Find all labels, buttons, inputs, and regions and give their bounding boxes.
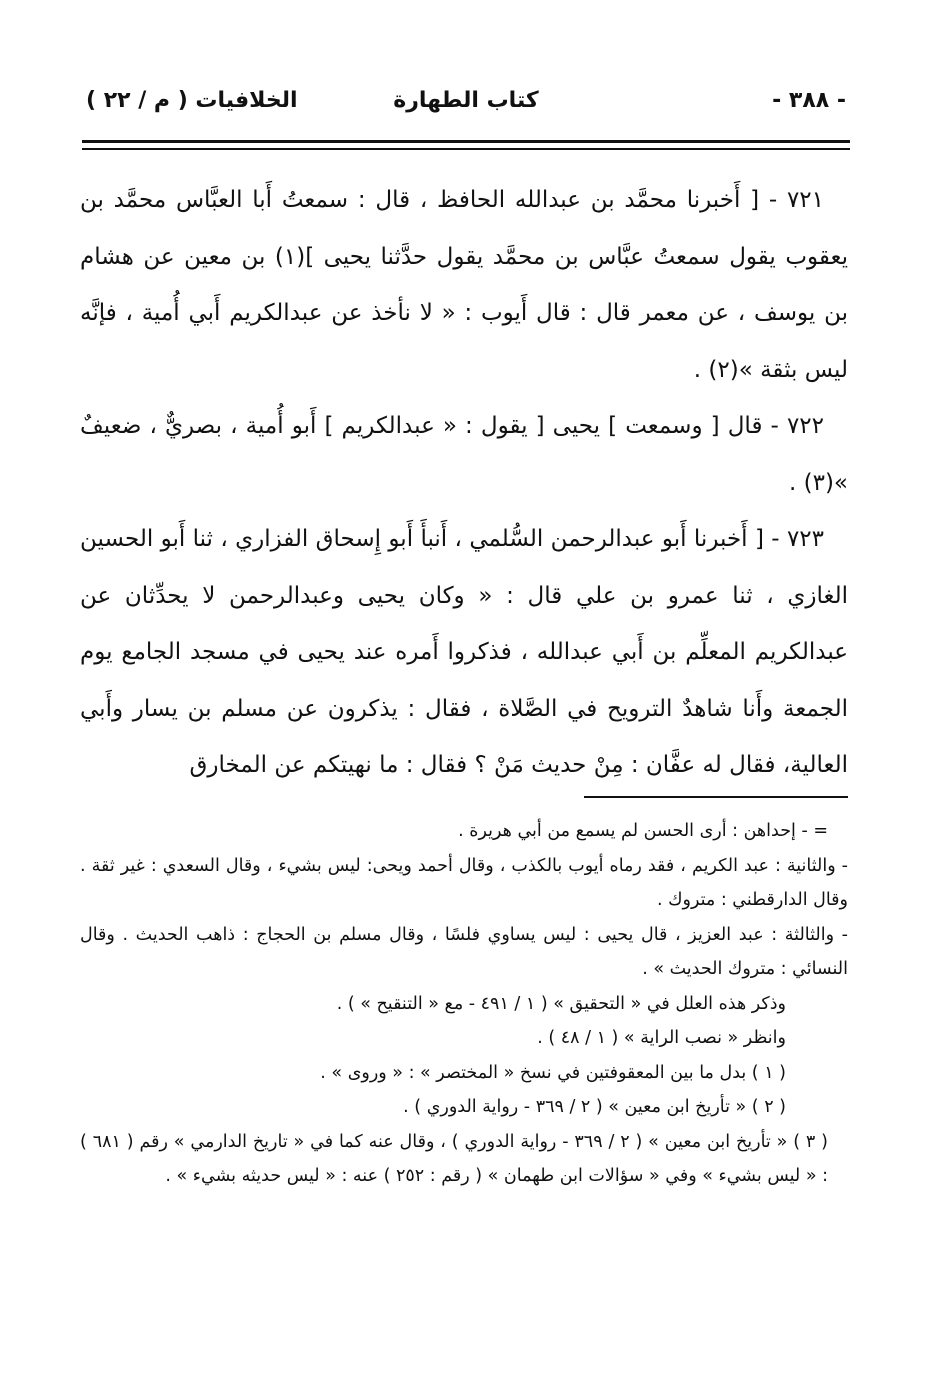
book-title: كتاب الطهارة — [393, 88, 539, 113]
section-title: الخلافيات ( م / ٢٢ ) — [86, 88, 298, 113]
main-text — [80, 172, 848, 794]
paragraph-723: ٧٢٣ - [ أَخبرنا أَبو عبدالرحمن السُّلمي ، أَنبأَ أَبو إِسحاق الفزاري ، ثنا أَبو الحسين الغازي ، ثنا عمرو بن علي قال : « وكان يحيى وعبدالرحمن لا يحدِّثان عن عبدالكريم المعلِّم بن أَبي عبدالله ، فذكروا أَمره عند يحيى في مسجد الجامع يوم الجمعة وأَنا شاهدٌ الترويح في الصَّلاة ، فقال : يذكرون عن مسلم بن يسار وأَبي العالية، فقال له عفَّان : مِنْ حديث مَنْ ؟ فقال : ما نهيتكم عن المخارق — [80, 526, 848, 778]
page-number: - ٣٨٨ - — [772, 88, 846, 113]
page-header — [82, 80, 850, 130]
header-rule-thick — [82, 140, 850, 143]
footnote-second-flaw: - والثانية : عبد الكريم ، فقد رماه أيوب بالكذب ، وقال أحمد ويحى: ليس بشيء ، وقال السعدي : غير ثقة . وقال الدارقطني : متروك . — [80, 855, 848, 910]
footnote-third-flaw: - والثالثة : عبد العزيز ، قال يحيى : ليس يساوي فلسًا ، وقال مسلم بن الحجاج : ذاهب الحديث . وقال النسائي : متروك الحديث » . — [80, 924, 848, 979]
paragraph-722: ٧٢٢ - قال [ وسمعت ] يحيى [ يقول : « عبدالكريم ] أَبو أُمية ، بصريٌّ ، ضعيفٌ »(٣) . — [80, 413, 848, 496]
header-rule-thin — [82, 148, 850, 150]
footnote-nasb-ref: وانظر « نصب الراية » ( ١ / ٤٨ ) . — [537, 1028, 786, 1048]
paragraph-721: ٧٢١ - [ أَخبرنا محمَّد بن عبدالله الحافظ ، قال : سمعتُ أَبا العبَّاس محمَّد بن يعقوب يقول سمعتُ عبَّاس بن محمَّد يقول حدَّثنا يحيى ](١) بن معين عن هشام بن يوسف ، عن معمر قال : قال أَيوب : « لا نأخذ عن عبدالكريم أَبي أُمية ، فإنَّه ليس بثقة »(٢) . — [80, 187, 848, 383]
footnote-tahqiq-ref: وذكر هذه العلل في « التحقيق » ( ١ / ٤٩١ - مع « التنقيح » ) . — [336, 993, 786, 1014]
footnote-1: ( ١ ) بدل ما بين المعقوفتين في نسخ « المختصر » : « وروى » . — [320, 1062, 786, 1083]
footnote-continued: = - إحداهن : أرى الحسن لم يسمع من أبي هريرة . — [458, 821, 828, 841]
footnotes — [80, 814, 848, 1194]
footnote-separator — [584, 796, 848, 798]
footnote-3: ( ٣ ) « تأريخ ابن معين » ( ٢ / ٣٦٩ - رواية الدوري ) ، وقال عنه كما في « تاريخ الدارمي » رقم ( ٦٨١ ) : « ليس بشيء » وفي « سؤالات ابن طهمان » ( رقم : ٢٥٢ ) عنه : « ليس حديثه بشيء » . — [80, 1131, 829, 1186]
footnote-2: ( ٢ ) « تأريخ ابن معين » ( ٢ / ٣٦٩ - رواية الدوري ) . — [403, 1097, 786, 1117]
